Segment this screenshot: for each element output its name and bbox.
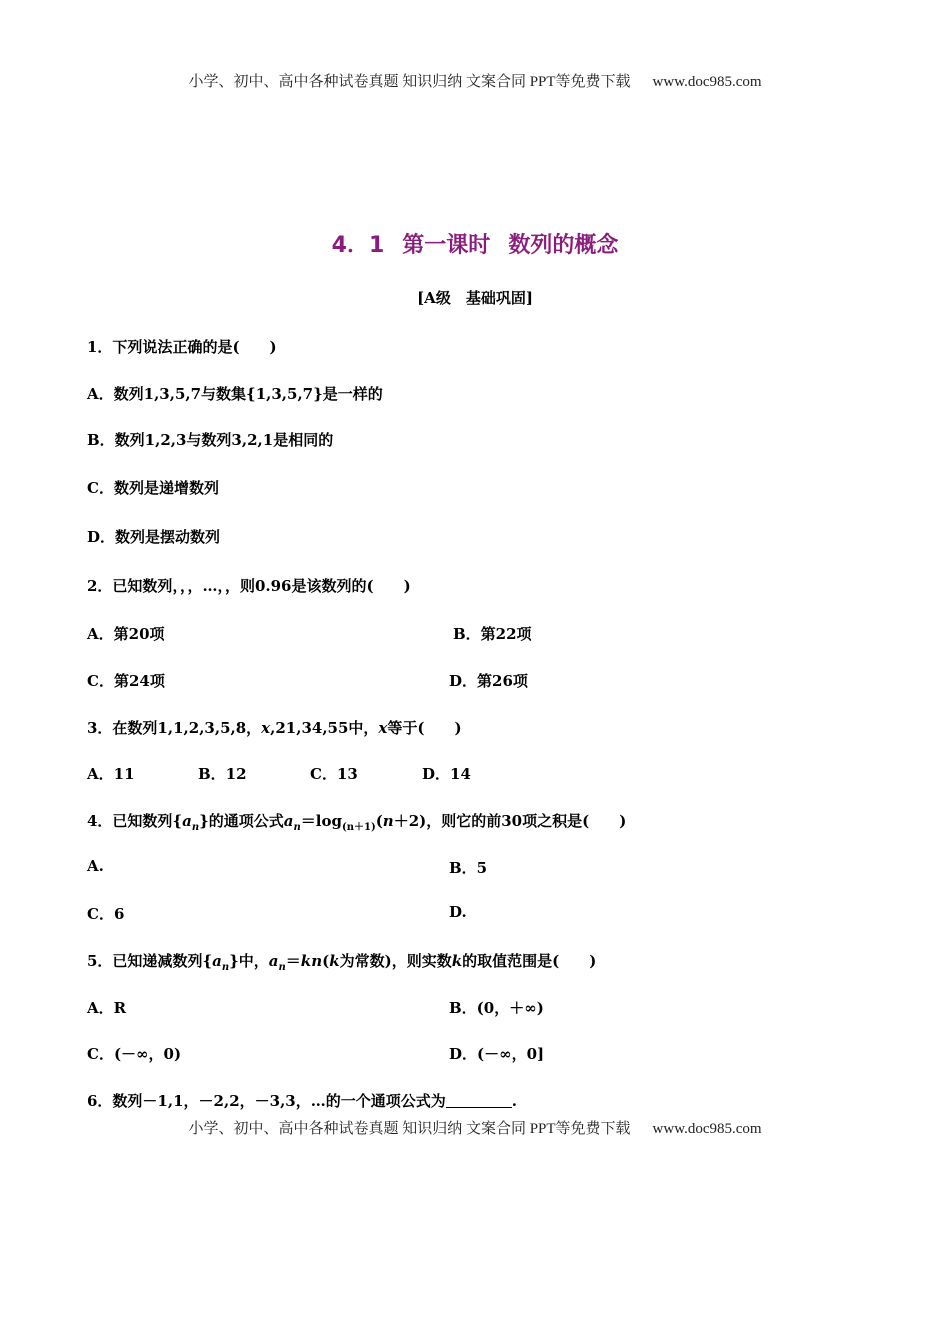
q5-option-a: A．R [87, 999, 127, 1017]
page-header-top [0, 70, 950, 91]
section-level: [A级 基础巩固] [417, 289, 533, 307]
q4-option-a: A. [87, 857, 104, 875]
footer-url: www.doc985.com [652, 1121, 762, 1137]
answer-blank [446, 1093, 512, 1108]
q5-option-d: D．(－∞，0] [449, 1045, 545, 1063]
title-topic: 数列的概念 [508, 233, 619, 258]
q3-stem: 3．在数列1,1,2,3,5,8，x,21,34,55中，x等于( ) [87, 719, 462, 737]
q1-option-c: C．数列是递增数列 [87, 479, 219, 497]
page-title [0, 228, 950, 259]
q2-option-b: B．第22项 [453, 625, 532, 643]
title-number: 4．1 [331, 233, 385, 258]
q3-option-d: D．14 [422, 765, 471, 783]
q2-option-c: C．第24项 [87, 672, 165, 690]
page-header-bottom [0, 1117, 950, 1138]
q1-option-d: D．数列是摆动数列 [87, 528, 221, 546]
q2-option-d: D．第26项 [449, 672, 528, 690]
q3-option-b: B．12 [198, 765, 247, 783]
q5-stem: 5．已知递减数列$\{a_n\}$中，$a_n=kn(k$为常数)，则实数k的取值范围是( ) [87, 952, 597, 973]
q6-stem: 6．数列－1,1，－2,2，－3,3，…的一个通项公式为 . [87, 1092, 517, 1110]
footer-slogan: 小学、初中、高中各种试卷真题 知识归纳 文案合同 PPT等免费下载 [188, 1121, 631, 1137]
q2-option-a: A．第20项 [87, 625, 165, 643]
q1-option-b: B．数列1,2,3与数列3,2,1是相同的 [87, 431, 334, 449]
header-url: www.doc985.com [652, 74, 762, 90]
q1-stem: 1．下列说法正确的是( ) [87, 338, 277, 356]
q3-option-a: A．11 [87, 765, 135, 783]
title-lesson: 第一课时 [402, 233, 491, 258]
q4-stem: 4．已知数列$\{a_n\}$的通项公式$a_n=\log_{(n+1)}(n+2)$，则它的前30项之积是( ) [87, 812, 627, 833]
q1-option-a: A．数列1,3,5,7与数集{1,3,5,7}是一样的 [87, 385, 383, 403]
q4-option-d: D. [449, 903, 467, 921]
q4-option-b: B．5 [449, 859, 488, 877]
q4-option-c: C．6 [87, 905, 125, 923]
q3-option-c: C．13 [310, 765, 358, 783]
header-slogan: 小学、初中、高中各种试卷真题 知识归纳 文案合同 PPT等免费下载 [188, 74, 631, 90]
q2-stem: 2．已知数列，，，…，，则0.96是该数列的( ) [87, 577, 411, 595]
q5-option-b: B．(0，＋∞) [449, 999, 544, 1017]
q5-option-c: C．(－∞，0) [87, 1045, 182, 1063]
